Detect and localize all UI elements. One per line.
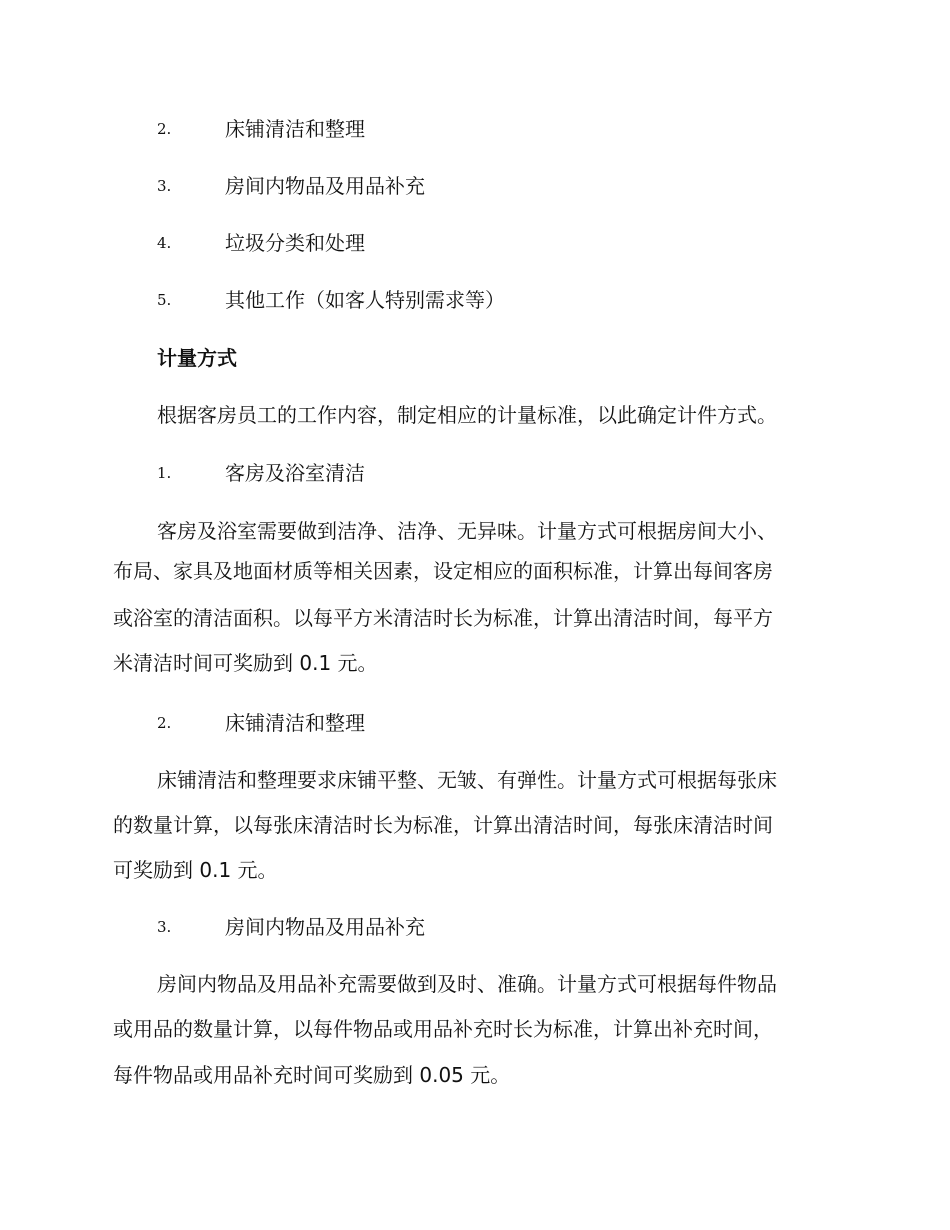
list-text: 床铺清洁和整理: [225, 117, 365, 141]
paragraph-line: 床铺清洁和整理要求床铺平整、无皱、有弹性。计量方式可根据每张床: [157, 768, 777, 792]
list-number: 2.: [157, 120, 172, 138]
list-text: 垃圾分类和处理: [225, 231, 365, 255]
intro-paragraph: 根据客房员工的工作内容，制定相应的计量标准，以此确定计件方式。: [157, 403, 777, 427]
paragraph-line: 房间内物品及用品补充需要做到及时、准确。计量方式可根据每件物品: [157, 972, 777, 996]
paragraph-line: 或浴室的清洁面积。以每平方米清洁时长为标准，计算出清洁时间，每平方: [113, 606, 773, 630]
paragraph-line: 可奖励到 0.1 元。: [113, 858, 278, 882]
list-number: 1.: [157, 464, 172, 482]
list-title: 床铺清洁和整理: [225, 711, 365, 735]
list-number: 4.: [157, 234, 172, 252]
list-text: 房间内物品及用品补充: [225, 174, 425, 198]
paragraph-line: 米清洁时间可奖励到 0.1 元。: [113, 651, 378, 675]
section-heading: 计量方式: [157, 346, 237, 370]
paragraph-line: 的数量计算，以每张床清洁时长为标准，计算出清洁时间，每张床清洁时间: [113, 813, 773, 837]
list-number: 2.: [157, 714, 172, 732]
list-title: 房间内物品及用品补充: [225, 915, 425, 939]
list-title: 客房及浴室清洁: [225, 461, 365, 485]
paragraph-line: 每件物品或用品补充时间可奖励到 0.05 元。: [113, 1063, 511, 1087]
list-number: 3.: [157, 177, 172, 195]
list-number: 3.: [157, 918, 172, 936]
paragraph-line: 客房及浴室需要做到洁净、洁净、无异味。计量方式可根据房间大小、: [157, 519, 777, 543]
paragraph-line: 布局、家具及地面材质等相关因素，设定相应的面积标准，计算出每间客房: [113, 559, 773, 583]
list-text: 其他工作（如客人特别需求等）: [225, 288, 505, 312]
paragraph-line: 或用品的数量计算，以每件物品或用品补充时长为标准，计算出补充时间，: [113, 1017, 773, 1041]
list-number: 5.: [157, 291, 172, 309]
